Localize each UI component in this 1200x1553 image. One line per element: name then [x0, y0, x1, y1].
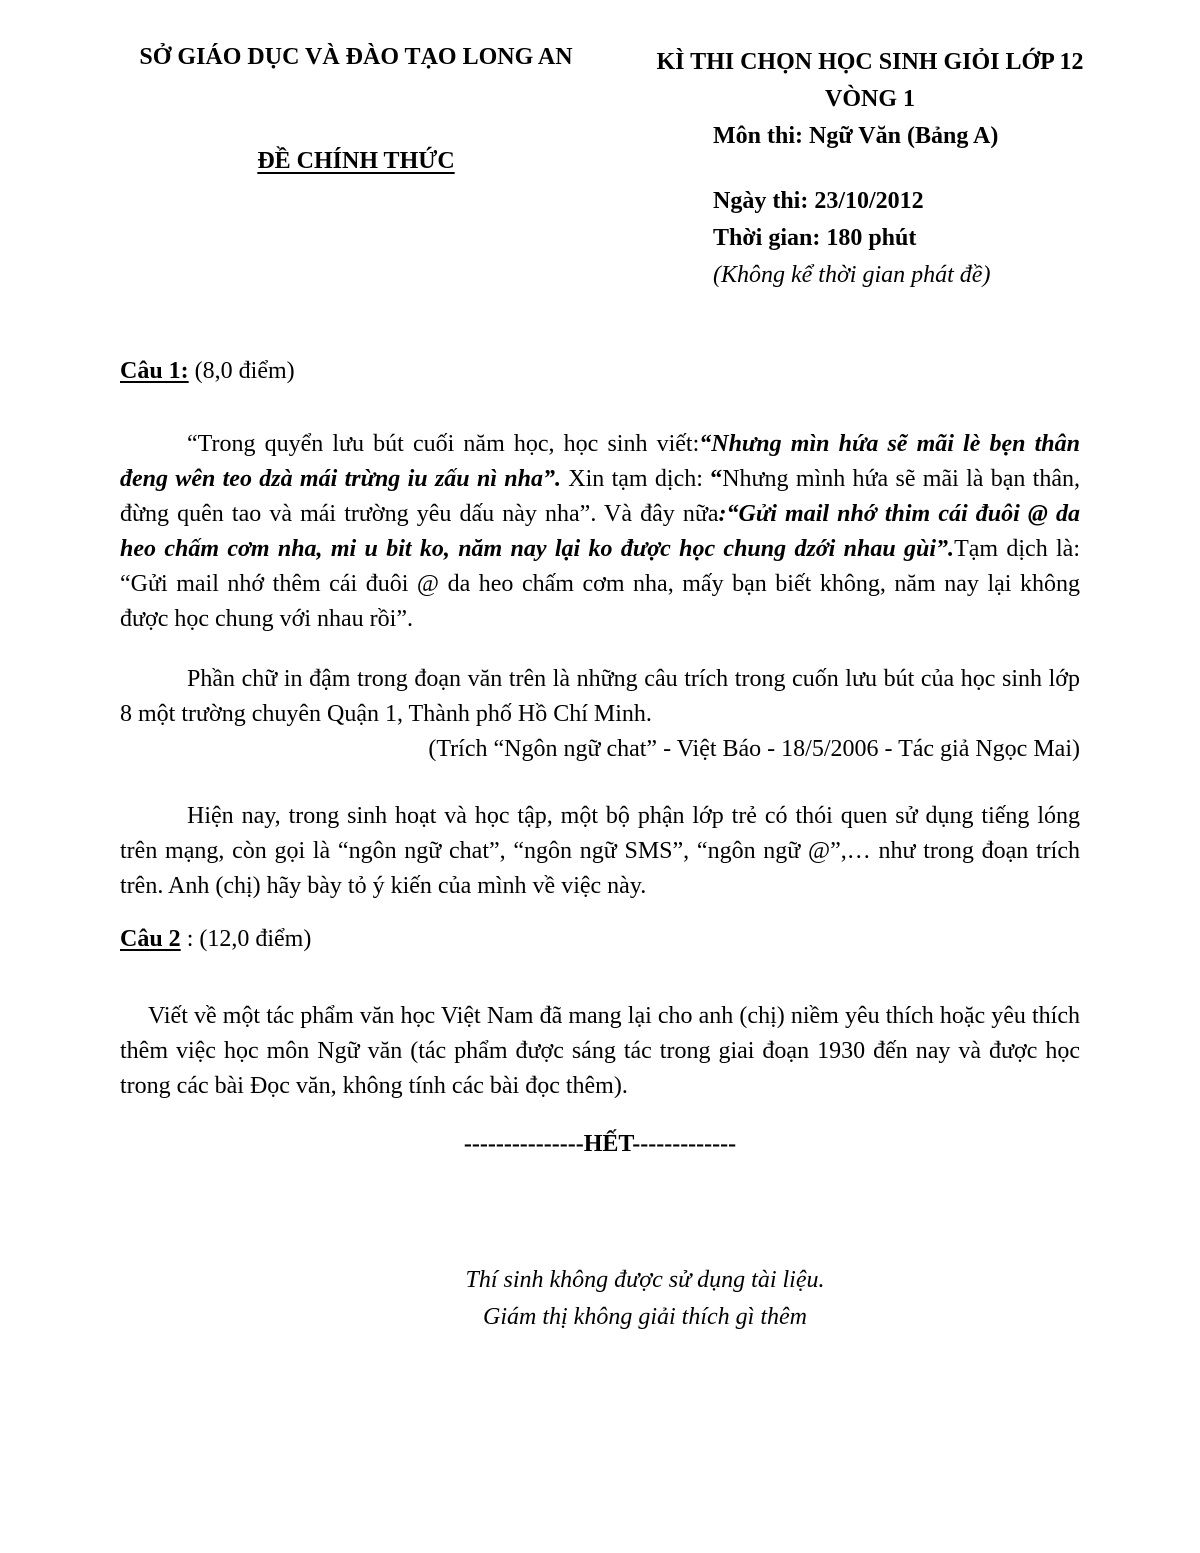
text-segment: Tạm dịch là: “Gửi mail nhớ thêm cái đuôi @ da heo chấm cơm nha, mấy bạn biết không, năm nay lại không được học chung với nhau rồi”. — [120, 536, 1081, 632]
question-2-heading — [120, 922, 1080, 957]
footer-note-1: Thí sinh không được sử dụng tài liệu. — [465, 1267, 825, 1293]
question-2-label: Câu 2 — [120, 926, 181, 952]
header-spacer — [640, 155, 1100, 183]
end-dashes-right: ------------- — [632, 1131, 737, 1157]
question-1-task-paragraph: Hiện nay, trong sinh hoạt và học tập, một bộ phận lớp trẻ có thói quen sử dụng tiếng lóng trên mạng, còn gọi là “ngôn ngữ chat”, “ngôn ngữ SMS”, “ngôn ngữ @”,… như trong đoạn trích trên. Anh (chị) hãy bày tỏ ý kiến của mình về việc này. — [120, 803, 1080, 899]
exam-duration: Thời gian: 180 phút — [713, 225, 917, 251]
question-1-label: Câu 1: — [120, 358, 189, 384]
exam-info-block — [640, 44, 1100, 294]
text-segment: :“Gửi mail nhớ thim cái đuôi @ da heo chấm cơm nha, mi u bit ko, năm nay lại ko được học chung dzới nhau gùi”. — [120, 501, 1080, 562]
text-segment: Xin tạm dịch: — [560, 466, 711, 492]
official-exam-label — [128, 148, 584, 175]
end-dashes-left: --------------- — [463, 1131, 584, 1157]
citation-line: (Trích “Ngôn ngữ chat” - Việt Báo - 18/5/2006 - Tác giả Ngọc Mai) — [428, 736, 1080, 762]
official-exam-label-text: ĐỀ CHÍNH THỨC — [257, 148, 455, 174]
text-segment: “Trong quyển lưu bút cuối năm học, học sinh viết: — [187, 431, 700, 457]
document-body — [120, 354, 1080, 1336]
agency-name: SỞ GIÁO DỤC VÀ ĐÀO TẠO LONG AN — [139, 44, 573, 70]
question-1-points: (8,0 điểm) — [188, 358, 295, 384]
footer-notes — [120, 1262, 1080, 1336]
exam-time-note: (Không kể thời gian phát đề) — [713, 262, 991, 288]
exam-date: Ngày thi: 23/10/2012 — [713, 188, 924, 214]
question-1-quote-paragraph — [120, 427, 1080, 637]
question-1-heading — [120, 354, 1080, 389]
question-2-points: : (12,0 điểm) — [180, 926, 312, 952]
exam-round: VÒNG 1 — [825, 86, 915, 112]
question-1-source-paragraph: Phần chữ in đậm trong đoạn văn trên là những câu trích trong cuốn lưu bút của học sinh lớp 8 một trường chuyên Quận 1, Thành phố Hồ Chí Minh. — [120, 666, 1080, 727]
exam-title: KÌ THI CHỌN HỌC SINH GIỎI LỚP 12 — [656, 49, 1084, 75]
footer-note-2: Giám thị không giải thích gì thêm — [483, 1304, 807, 1330]
exam-subject: Môn thi: Ngữ Văn (Bảng A) — [713, 123, 999, 149]
text-segment: “Nhưng mìn hứa sẽ mãi lè bẹn thân đeng wên teo dzà mái trừng iu zấu nì nha”. — [120, 431, 1080, 492]
text-segment: Nhưng mình hứa sẽ mãi là bạn thân, đừng quên tao và mái trường yêu dấu này nha”. Và đây nữa — [120, 466, 1080, 527]
text-segment: “ — [710, 466, 723, 492]
question-2-paragraph: Viết về một tác phẩm văn học Việt Nam đã mang lại cho anh (chị) niềm yêu thích hoặc yêu thích thêm việc học môn Ngữ văn (tác phẩm được sáng tác trong giai đoạn 1930 đến nay và được học trong các bài Đọc văn, không tính các bài đọc thêm). — [120, 1003, 1080, 1099]
end-divider — [120, 1127, 1080, 1162]
end-label: HẾT — [583, 1131, 633, 1157]
